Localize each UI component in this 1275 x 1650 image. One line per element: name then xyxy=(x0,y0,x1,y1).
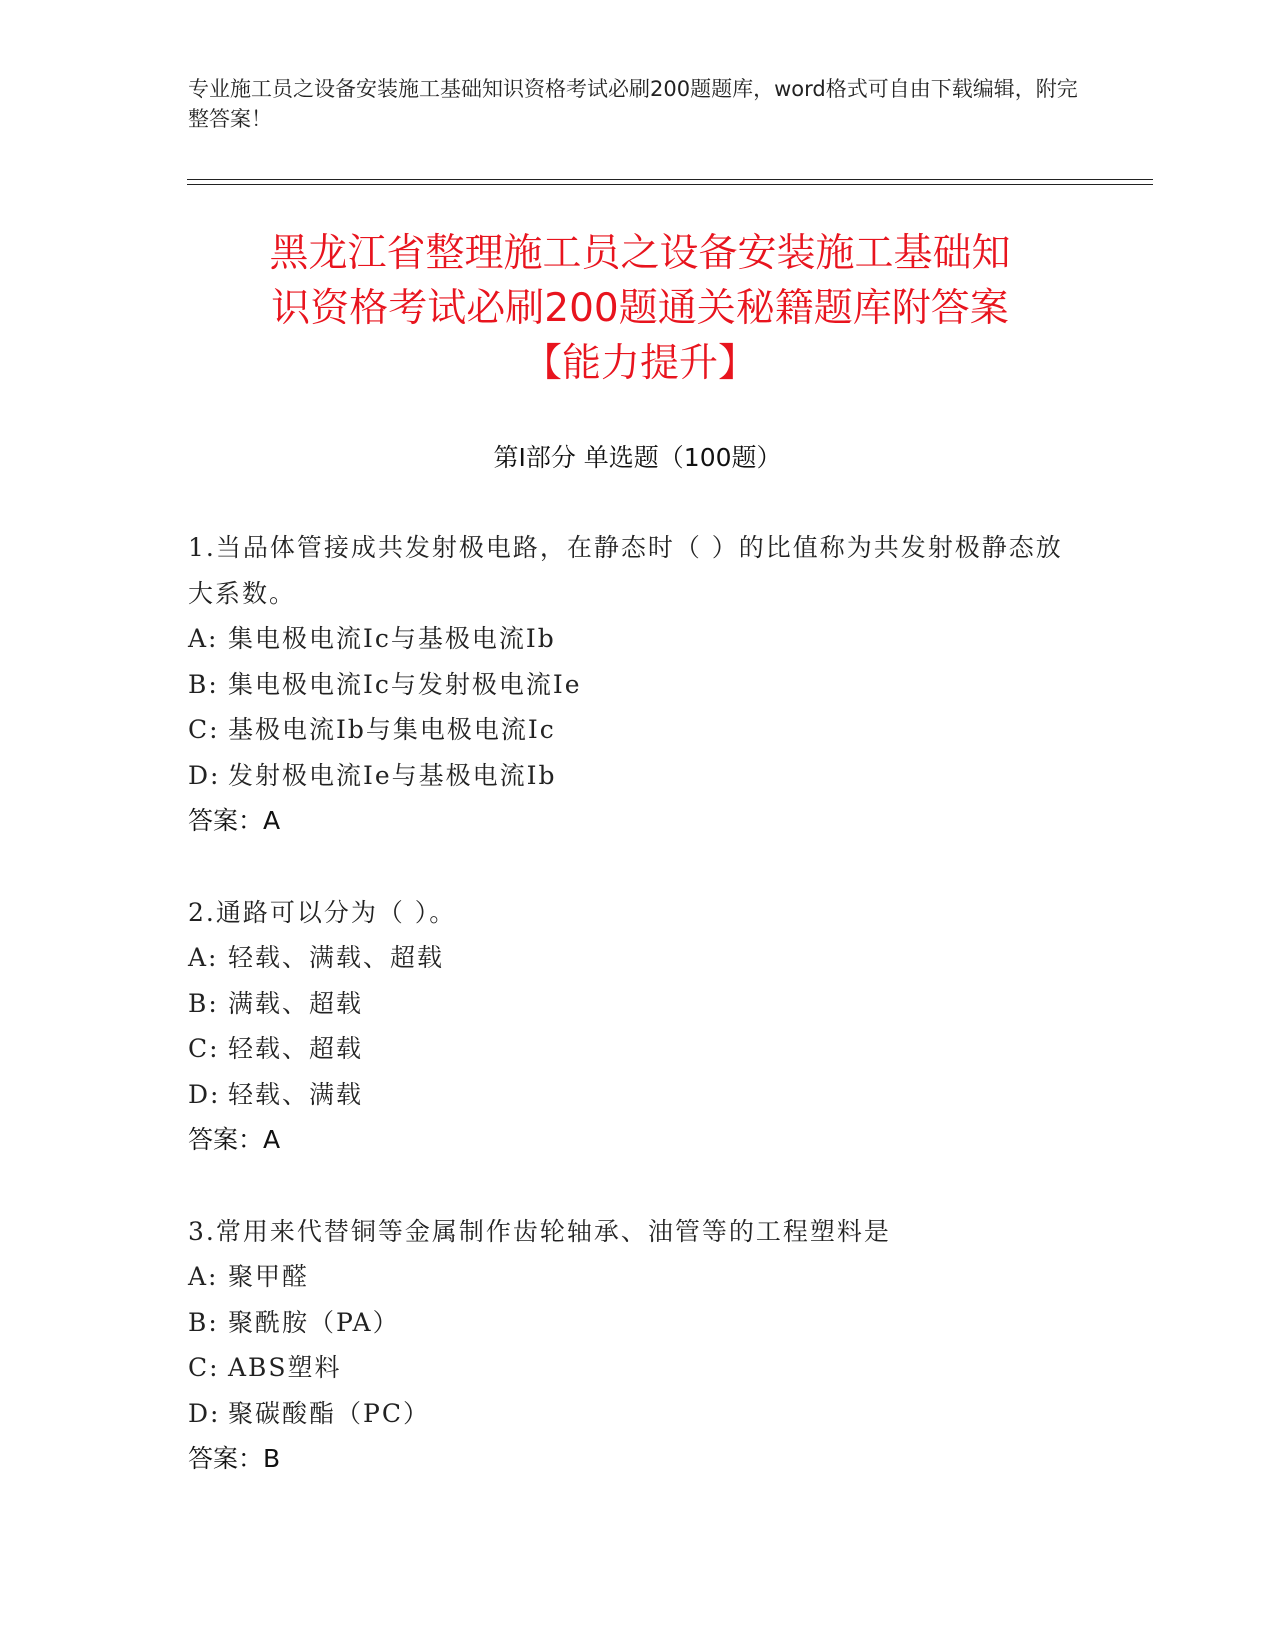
option-text: 聚甲醛 xyxy=(228,1262,310,1291)
section-heading: 第Ⅰ部分 单选题（100题） xyxy=(493,443,782,472)
option-a xyxy=(188,1254,1088,1300)
option-d xyxy=(188,753,1088,799)
answer-line: 答案：B xyxy=(188,1444,281,1473)
option-letter: A: xyxy=(188,624,219,653)
option-a xyxy=(188,935,1088,981)
option-text: ABS塑料 xyxy=(228,1353,342,1382)
option-a xyxy=(188,616,1088,662)
question-stem: 1.当品体管接成共发射极电路，在静态时（ ）的比值称为共发射极静态放大系数。 xyxy=(188,533,1063,608)
option-text: 集电极电流Ic与发射极电流Ie xyxy=(228,669,582,699)
option-letter: B: xyxy=(188,669,219,699)
option-text: 轻载、满载、超载 xyxy=(228,943,445,972)
option-d xyxy=(188,1072,1088,1118)
header-rule-bottom xyxy=(187,184,1153,185)
answer-line: 答案：A xyxy=(188,1125,281,1154)
option-letter: C: xyxy=(188,715,220,744)
option-letter: D: xyxy=(188,1398,221,1428)
option-d xyxy=(188,1391,1088,1437)
option-b xyxy=(188,662,1088,708)
option-letter: A: xyxy=(188,1262,219,1291)
option-c xyxy=(188,1345,1088,1391)
option-c xyxy=(188,1026,1088,1072)
option-letter: B: xyxy=(188,988,219,1018)
title-line-3: 【能力提升】 xyxy=(522,341,757,386)
option-text: 基极电流Ib与集电极电流Ic xyxy=(228,715,556,744)
option-letter: D: xyxy=(188,760,221,790)
option-b xyxy=(188,1300,1088,1346)
question-2 xyxy=(188,890,1088,1163)
option-text: 集电极电流Ic与基极电流Ib xyxy=(228,624,556,653)
option-b xyxy=(188,981,1088,1027)
title-line-2: 识资格考试必刷200题通关秘籍题库附答案 xyxy=(271,286,1009,331)
question-1 xyxy=(188,525,1088,844)
option-letter: B: xyxy=(188,1307,219,1337)
option-text: 聚酰胺（PA） xyxy=(228,1307,400,1337)
option-text: 满载、超载 xyxy=(228,988,364,1018)
question-3 xyxy=(188,1209,1088,1482)
option-c xyxy=(188,707,1088,753)
option-text: 轻载、超载 xyxy=(228,1034,364,1063)
option-letter: C: xyxy=(188,1034,220,1063)
option-letter: D: xyxy=(188,1079,221,1109)
title-line-1: 黑龙江省整理施工员之设备安装施工基础知 xyxy=(269,231,1011,276)
option-letter: A: xyxy=(188,943,219,972)
header-note: 专业施工员之设备安装施工基础知识资格考试必刷200题题库，word格式可自由下载编辑，附完整答案！ xyxy=(188,77,1078,131)
option-text: 聚碳酸酯（PC） xyxy=(228,1398,430,1428)
question-stem: 2.通路可以分为（ ）。 xyxy=(188,897,457,927)
header-rule-top xyxy=(187,179,1153,180)
option-text: 发射极电流Ie与基极电流Ib xyxy=(228,760,557,790)
question-stem: 3.常用来代替铜等金属制作齿轮轴承、油管等的工程塑料是 xyxy=(188,1216,891,1246)
option-text: 轻载、满载 xyxy=(228,1079,364,1109)
document-title xyxy=(160,226,1120,391)
question-list xyxy=(188,525,1088,1528)
answer-line: 答案：A xyxy=(188,806,281,835)
option-letter: C: xyxy=(188,1353,220,1382)
